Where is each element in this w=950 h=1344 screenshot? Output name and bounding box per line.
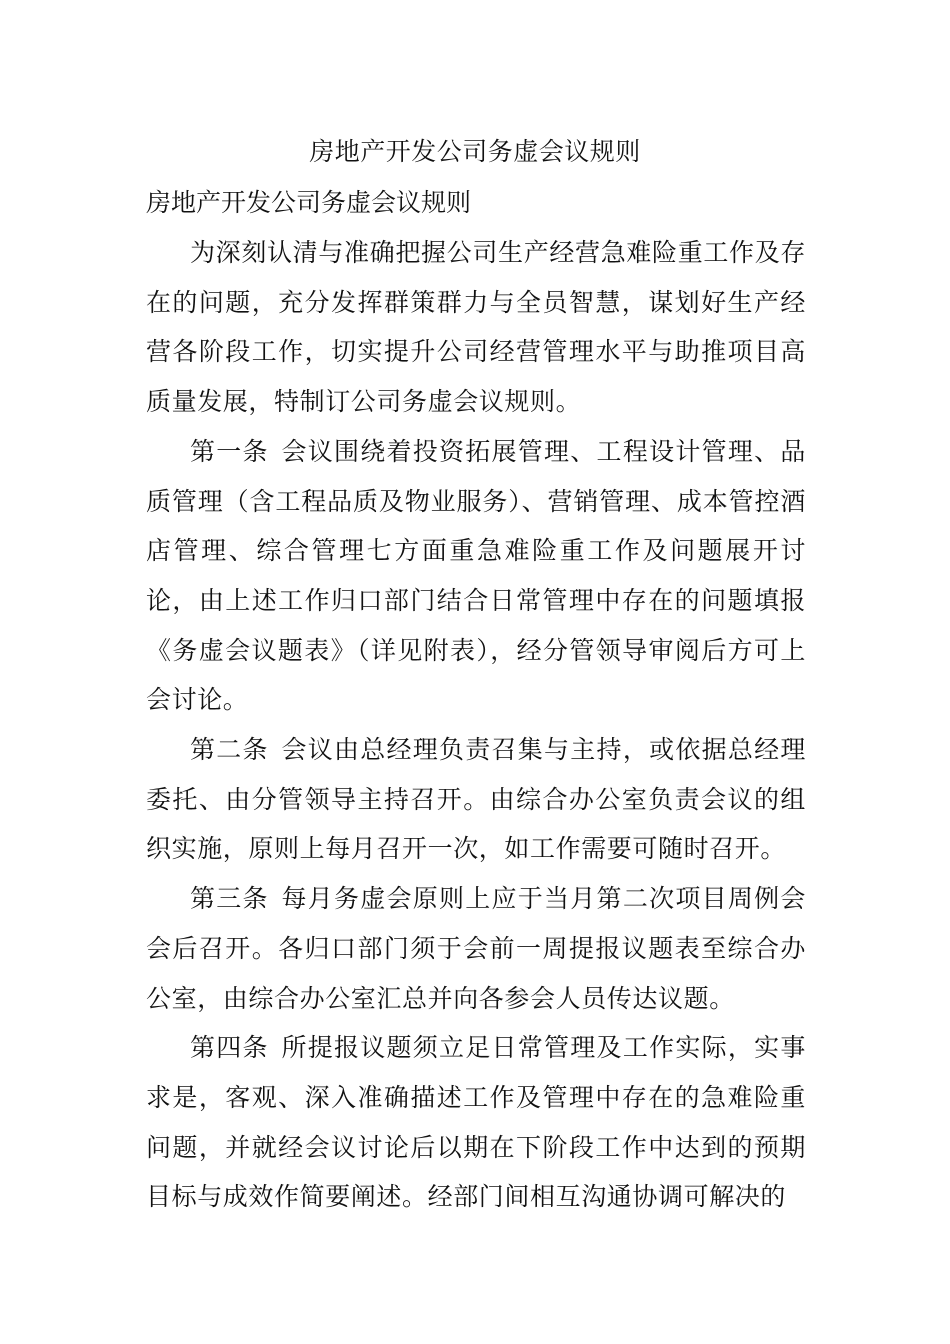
document-body [146,228,806,1222]
article-4-label: 第四条 [190,1033,269,1063]
article-1 [146,427,806,725]
document-subtitle: 房地产开发公司务虚会议规则 [146,188,472,217]
article-1-label: 第一条 [190,436,269,466]
article-3 [146,874,806,1023]
article-2-text: 会议由总经理负责召集与主持，或依据总经理委托、由分管领导主持召开。由综合办公室负责会议的组织实施，原则上每月召开一次，如工作需要可随时召开。 [146,735,806,864]
article-1-text: 会议围绕着投资拓展管理、工程设计管理、品质管理（含工程品质及物业服务）、营销管理、成本管控酒店管理、综合管理七方面重急难险重工作及问题展开讨论，由上述工作归口部门结合日常管理中存在的问题填报《务虚会议题表》（详见附表），经分管领导审阅后方可上会讨论。 [146,436,806,715]
article-2 [146,725,806,874]
intro-paragraph: 为深刻认清与准确把握公司生产经营急难险重工作及存在的问题，充分发挥群策群力与全员智慧，谋划好生产经营各阶段工作，切实提升公司经营管理水平与助推项目高质量发展，特制订公司务虚会议规则。 [146,238,806,417]
article-4 [146,1023,806,1222]
document-title: 房地产开发公司务虚会议规则 [309,137,641,166]
article-2-label: 第二条 [190,735,269,765]
article-3-text: 每月务虚会原则上应于当月第二次项目周例会会后召开。各归口部门须于会前一周提报议题表至综合办公室，由综合办公室汇总并向各参会人员传达议题。 [146,884,806,1013]
article-4-text: 所提报议题须立足日常管理及工作实际，实事求是，客观、深入准确描述工作及管理中存在的急难险重问题，并就经会议讨论后以期在下阶段工作中达到的预期目标与成效作简要阐述。经部门间相互沟通协调可解决的 [146,1033,806,1212]
article-3-label: 第三条 [190,884,269,914]
